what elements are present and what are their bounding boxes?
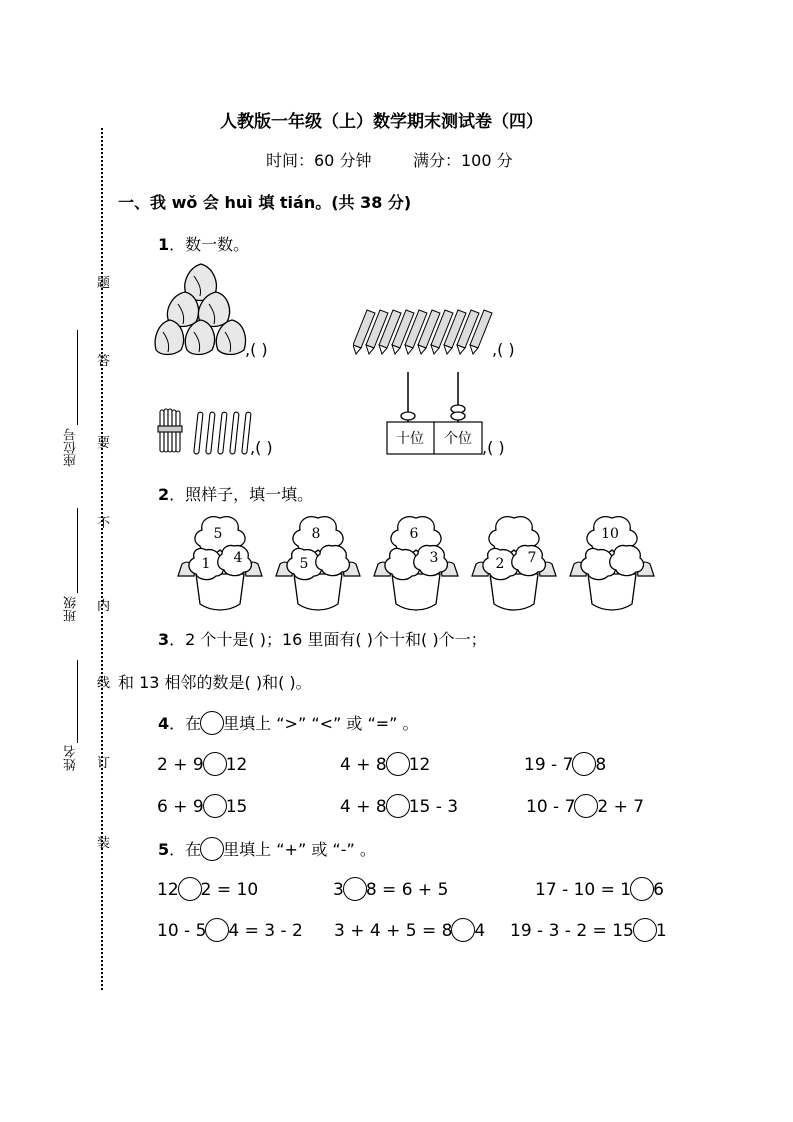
section-heading: 一、我 wǒ 会 huì 填 tián。(共 38 分) [118,193,412,212]
pencils-answer-blank[interactable]: ,( ) [492,340,515,359]
compare-expression: 2 + 9 12 [157,752,247,776]
operator-expression: 10 - 5 4 = 3 - 2 [157,918,303,942]
operator-expression: 3 8 = 6 + 5 [333,877,448,901]
flower-pots-illustration [172,512,672,614]
flower-number: 6 [409,526,419,542]
seal-char: 答 [97,354,111,369]
flower-number: 5 [213,526,223,542]
answer-circle[interactable] [205,918,229,942]
binding-dotted-line [101,128,103,990]
pencils-illustration [353,308,495,356]
peaches-answer-blank[interactable]: ,( ) [245,340,268,359]
flower-number: 4 [233,550,243,566]
answer-circle[interactable] [386,752,410,776]
abacus-ones-label: 个位 [444,431,472,447]
answer-circle[interactable] [178,877,202,901]
circle-blank-example [200,711,224,735]
answer-circle[interactable] [574,794,598,818]
question-5-prompt: 5．在 里填上 “+” 或 “-” 。 [158,837,376,861]
flower-number: 10 [601,526,619,542]
seal-char: 不 [97,516,111,531]
flower-number: 5 [299,556,309,572]
flower-number: 2 [495,556,505,572]
name-field[interactable] [77,660,78,743]
peaches-illustration [154,262,249,358]
class-field[interactable] [77,508,78,593]
compare-expression: 4 + 8 15 - 3 [340,794,458,818]
question-3-line-1: 3．2 个十是( )；16 里面有( )个十和( )个一； [158,630,487,649]
answer-circle[interactable] [451,918,475,942]
answer-circle[interactable] [203,752,227,776]
flower-pot [374,517,458,610]
operator-expression: 19 - 3 - 2 = 15 1 [510,918,667,942]
compare-expression: 10 - 7 2 + 7 [526,794,644,818]
abacus-answer-blank[interactable]: ,( ) [482,438,505,457]
class-label: 班级 [64,596,79,622]
name-label: 姓名 [64,745,79,771]
page-title: 人教版一年级（上）数学期末测试卷（四） [220,112,543,132]
answer-circle[interactable] [386,794,410,818]
score-info: 满分：100 分 [413,151,513,170]
flower-number: 7 [527,550,537,566]
flower-number: 8 [311,526,321,542]
compare-expression: 19 - 7 8 [524,752,606,776]
flower-pot [472,517,556,610]
answer-circle[interactable] [633,918,657,942]
answer-circle[interactable] [203,794,227,818]
flower-pot [570,517,654,610]
seal-char: 要 [97,436,111,451]
operator-expression: 3 + 4 + 5 = 8 4 [334,918,485,942]
sticks-illustration [156,406,254,458]
seat-number-label: 座位号 [64,428,79,467]
compare-expression: 4 + 8 12 [340,752,430,776]
question-3-line-2: 和 13 相邻的数是( )和( )。 [118,673,312,692]
compare-expression: 6 + 9 15 [157,794,247,818]
seal-char: 装 [97,836,111,851]
seat-number-field[interactable] [77,330,78,425]
question-4-prompt: 4．在 里填上 “>” “<” 或 “=” 。 [158,711,419,735]
seal-char: 订 [97,756,111,771]
flower-number: 1 [201,556,211,572]
flower-pot [276,517,360,610]
seal-char: 题 [97,276,111,291]
time-info: 时间：60 分钟 [266,151,372,170]
seal-char: 线 [97,676,111,691]
operator-expression: 12 2 = 10 [157,877,258,901]
question-1-prompt: 1．数一数。 [158,235,250,254]
abacus-illustration [386,370,484,456]
answer-circle[interactable] [630,877,654,901]
seal-char: 内 [97,599,111,614]
flower-number: 3 [429,550,439,566]
operator-expression: 17 - 10 = 1 6 [535,877,664,901]
sticks-answer-blank[interactable]: ,( ) [250,438,273,457]
answer-circle[interactable] [572,752,596,776]
flower-pot [178,517,262,610]
abacus-tens-label: 十位 [396,431,424,447]
question-2-prompt: 2．照样子，填一填。 [158,485,314,504]
answer-circle[interactable] [343,877,367,901]
circle-blank-example [200,837,224,861]
